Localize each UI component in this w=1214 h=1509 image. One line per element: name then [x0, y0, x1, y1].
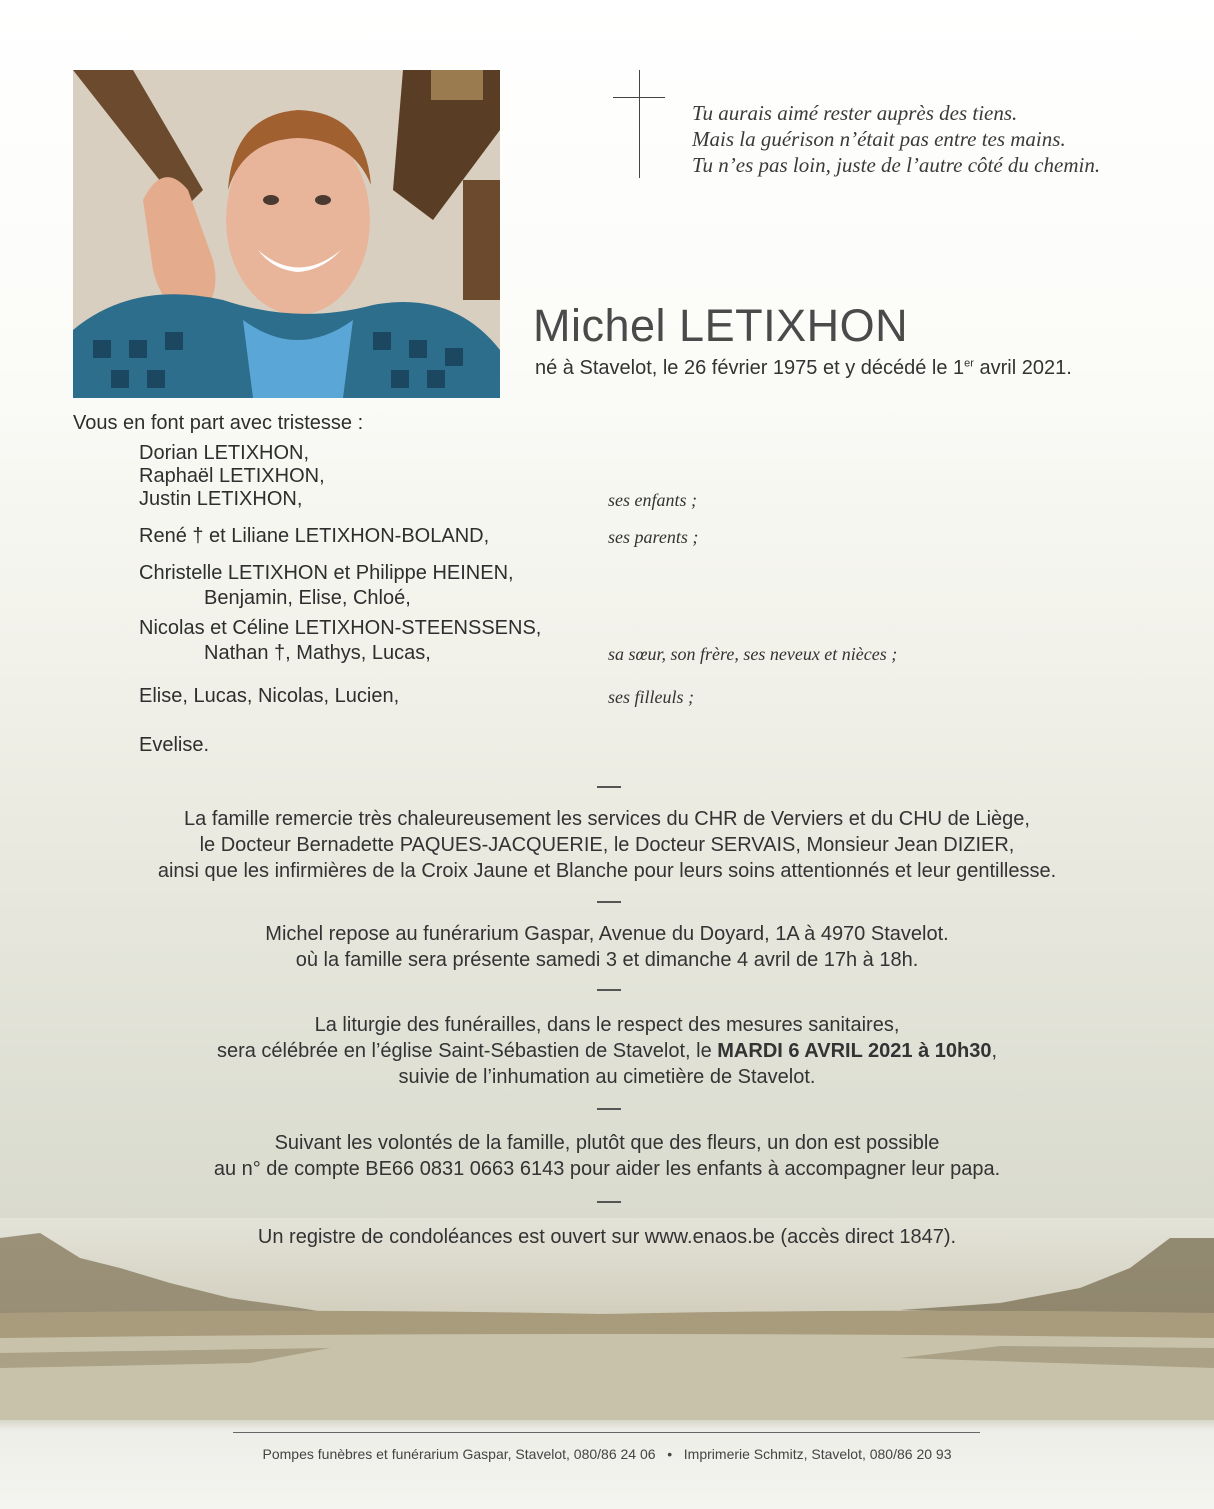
separator-dash: [597, 901, 621, 903]
poem-line: Mais la guérison n’était pas entre tes mains.: [692, 127, 1066, 151]
thanks-line: ainsi que les infirmières de la Croix Jaune et Blanche pour leurs soins attentionnés et leur gentillesse.: [157, 860, 1057, 882]
family-line: Dorian LETIXHON,: [139, 442, 310, 464]
donation-line: au n° de compte BE66 0831 0663 6143 pour aider les enfants à accompagner leur papa.: [213, 1158, 1001, 1180]
dates-superscript: er: [964, 357, 974, 370]
thanks-line: La famille remercie très chaleureusement les services du CHR de Verviers et du CHU de Liège,: [184, 808, 1030, 830]
repose-line: Michel repose au funérarium Gaspar, Avenue du Doyard, 1A à 4970 Stavelot.: [265, 923, 949, 945]
liturgy-line: suivie de l’inhumation au cimetière de Stavelot.: [398, 1066, 816, 1088]
register-line: Un registre de condoléances est ouvert sur www.enaos.be (accès direct 1847).: [257, 1226, 957, 1248]
donation-block: [0, 1130, 1214, 1182]
footer-funeral-home: Pompes funèbres et funérarium Gaspar, Stavelot, 080/86 24 06: [262, 1446, 656, 1462]
poem-line: Tu aurais aimé rester auprès des tiens.: [692, 101, 1018, 125]
relation-label: sa sœur, son frère, ses neveux et nièces ;: [608, 644, 898, 664]
cross-icon-bar: [613, 97, 665, 98]
funeral-datetime: MARDI 6 AVRIL 2021 à 10h30: [717, 1040, 992, 1062]
family-line: Raphaël LETIXHON,: [139, 465, 325, 487]
portrait-photo: [73, 70, 500, 398]
liturgy-text-end: ,: [991, 1040, 998, 1062]
footer: [0, 1446, 1214, 1462]
liturgy-block: [0, 1012, 1214, 1090]
repose-line: où la famille sera présente samedi 3 et dimanche 4 avril de 17h à 18h.: [295, 949, 919, 971]
footer-separator: •: [667, 1446, 673, 1462]
thanks-line: le Docteur Bernadette PAQUES-JACQUERIE, le Docteur SERVAIS, Monsieur Jean DIZIER,: [199, 834, 1015, 856]
relation-label: ses parents ;: [608, 527, 699, 547]
separator-dash: [597, 786, 621, 788]
family-line: Nicolas et Céline LETIXHON-STEENSSENS,: [139, 617, 542, 639]
poem: [692, 100, 1100, 178]
footer-divider: [233, 1432, 980, 1433]
thanks-block: [0, 806, 1214, 884]
liturgy-text: sera célébrée en l’église Saint-Sébastien de Stavelot, le: [216, 1040, 718, 1062]
family-line: Christelle LETIXHON et Philippe HEINEN,: [139, 562, 514, 584]
family-line: Evelise.: [139, 734, 210, 756]
family-line: Elise, Lucas, Nicolas, Lucien,: [139, 685, 400, 707]
dates-text: né à Stavelot, le 26 février 1975 et y décédé le 1: [535, 357, 965, 379]
liturgy-line: [0, 1038, 1214, 1064]
donation-line: Suivant les volontés de la famille, plutôt que des fleurs, un don est possible: [274, 1132, 940, 1154]
family-line: Justin LETIXHON,: [139, 488, 303, 510]
family-line: René † et Liliane LETIXHON-BOLAND,: [139, 525, 490, 547]
birth-death-dates: [535, 357, 1072, 380]
portrait-illustration: [73, 70, 500, 398]
separator-dash: [597, 1201, 621, 1203]
repose-block: [0, 921, 1214, 973]
relation-label: ses filleuls ;: [608, 687, 694, 707]
deceased-name: Michel LETIXHON: [533, 300, 909, 351]
separator-dash: [597, 989, 621, 991]
relation-label: ses enfants ;: [608, 490, 697, 510]
footer-printer: Imprimerie Schmitz, Stavelot, 080/86 20 93: [683, 1446, 952, 1462]
family-line: Nathan †, Mathys, Lucas,: [204, 642, 431, 664]
family-line: Benjamin, Elise, Chloé,: [204, 587, 411, 609]
family-intro: Vous en font part avec tristesse :: [73, 412, 364, 434]
poem-line: Tu n’es pas loin, juste de l’autre côté du chemin.: [692, 153, 1101, 177]
cross-icon: [639, 70, 640, 178]
liturgy-line: La liturgie des funérailles, dans le respect des mesures sanitaires,: [314, 1014, 900, 1036]
dates-text-end: avril 2021.: [973, 357, 1072, 379]
separator-dash: [597, 1108, 621, 1110]
